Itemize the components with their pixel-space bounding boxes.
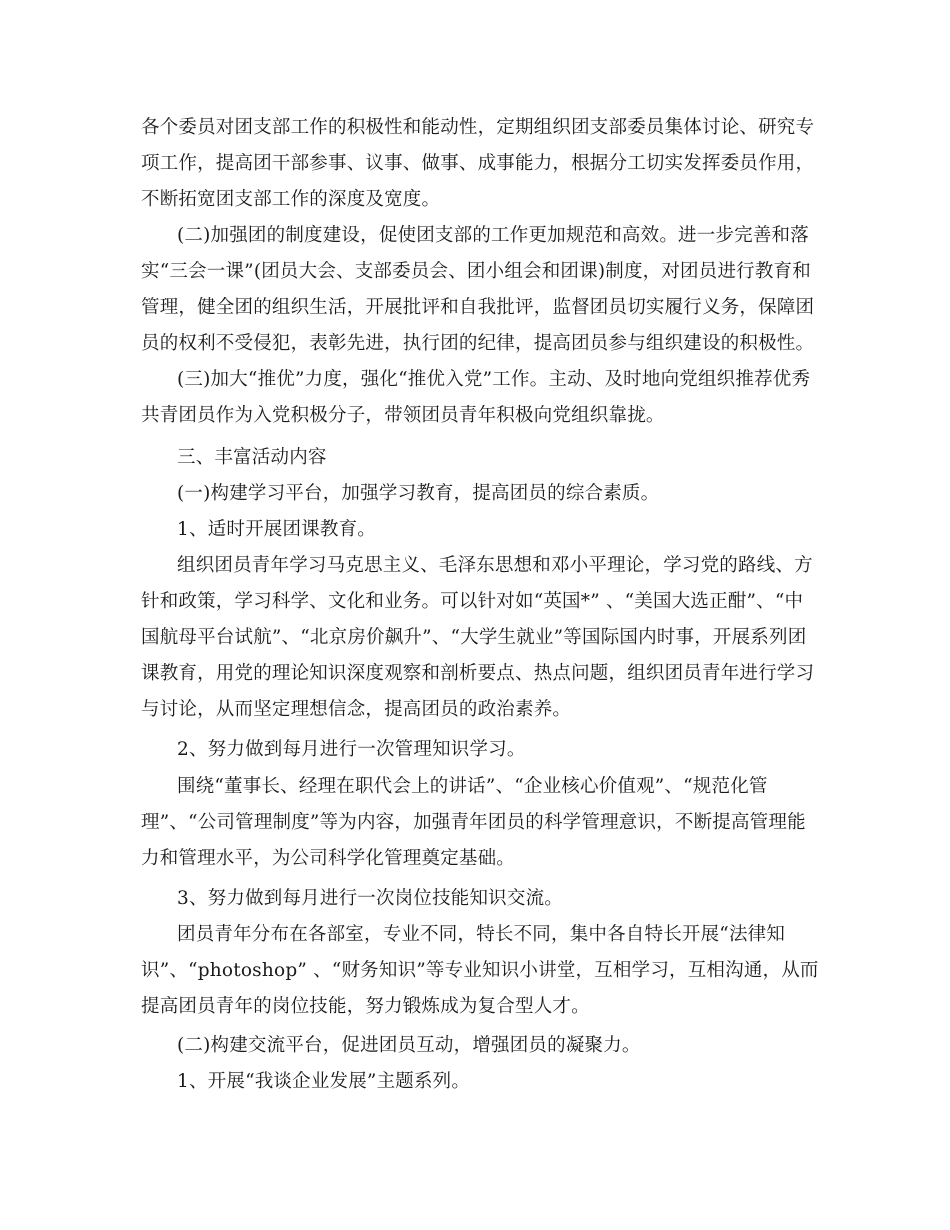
text-line: 识”、“photoshop” 、“财务知识”等专业知识小讲堂，互相学习，互相沟通，从而 <box>141 960 819 981</box>
text-line: 理”、“公司管理制度”等为内容，加强青年团员的科学管理意识，不断提高管理能 <box>141 812 806 833</box>
text-line: 实“三会一课”(团员大会、支部委员会、团小组会和团课)制度，对团员进行教育和 <box>141 261 811 282</box>
subsection-heading: (二)构建交流平台，促进团员互动，增强团员的凝聚力。 <box>177 1035 641 1056</box>
text-line: 提高团员青年的岗位技能，努力锻炼成为复合型人才。 <box>141 996 590 1017</box>
text-line: 与讨论，从而坚定理想信念，提高团员的政治素养。 <box>141 699 572 720</box>
item-heading: 1、开展“我谈企业发展”主题系列。 <box>177 1071 471 1092</box>
section-heading: 三、丰富活动内容 <box>177 447 327 468</box>
text-line: 国航母平台试航”、“北京房价飙升”、“大学生就业”等国际国内时事，开展系列团 <box>141 627 807 648</box>
text-line: 共青团员作为入党积极分子，带领团员青年积极向党组织靠拢。 <box>141 405 665 426</box>
text-line: 管理，健全团的组织生活，开展批评和自我批评，监督团员切实履行义务，保障团 <box>141 297 815 318</box>
text-line: 课教育，用党的理论知识深度观察和剖析要点、热点问题，组织团员青年进行学习 <box>141 663 815 684</box>
subsection-heading: (一)构建学习平台，加强学习教育，提高团员的综合素质。 <box>177 483 660 504</box>
text-line: 组织团员青年学习马克思主义、毛泽东思想和邓小平理论，学习党的路线、方 <box>177 555 813 576</box>
text-line: (三)加大“推优”力度，强化“推优入党”工作。主动、及时地向党组织推荐优秀 <box>177 369 811 390</box>
item-heading: 2、努力做到每月进行一次管理知识学习。 <box>177 739 526 760</box>
text-line: 团员青年分布在各部室，专业不同，特长不同，集中各自特长开展“法律知 <box>177 924 786 945</box>
text-line: 针和政策，学习科学、文化和业务。可以针对如“英国*” 、“美国大选正酣”、“中 <box>141 591 804 612</box>
text-line: 不断拓宽团支部工作的深度及宽度。 <box>141 189 441 210</box>
text-line: (二)加强团的制度建设，促使团支部的工作更加规范和高效。进一步完善和落 <box>177 225 809 246</box>
text-line: 各个委员对团支部工作的积极性和能动性，定期组织团支部委员集体讨论、研究专 <box>141 117 815 138</box>
text-line: 围绕“董事长、经理在职代会上的讲话”、“企业核心价值观”、“规范化管 <box>177 776 768 797</box>
text-line: 力和管理水平，为公司科学化管理奠定基础。 <box>141 848 516 869</box>
item-heading: 1、适时开展团课教育。 <box>177 519 376 540</box>
text-line: 员的权利不受侵犯，表彰先进，执行团的纪律，提高团员参与组织建设的积极性。 <box>141 333 815 354</box>
item-heading: 3、努力做到每月进行一次岗位技能知识交流。 <box>177 888 563 909</box>
text-line: 项工作，提高团干部参事、议事、做事、成事能力，根据分工切实发挥委员作用， <box>141 153 815 174</box>
